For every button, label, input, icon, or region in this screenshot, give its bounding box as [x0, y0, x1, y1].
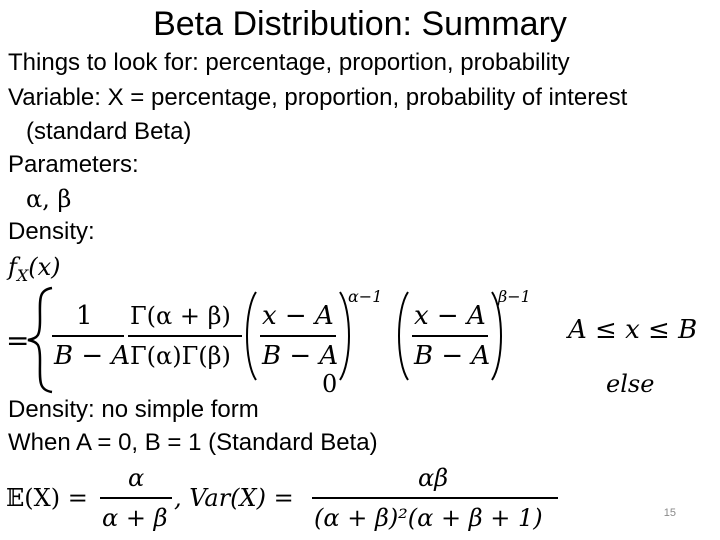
support-condition: A ≤ x ≤ B: [568, 315, 698, 345]
equals-sign: =: [6, 324, 30, 357]
standard-case-line: When A = 0, B = 1 (Standard Beta): [8, 429, 378, 456]
variance-lhs: , Var(X) =: [174, 484, 294, 512]
one-numerator: 1: [76, 301, 93, 331]
else-label: else: [606, 370, 655, 398]
expectation-lhs: 𝔼(X) =: [6, 484, 88, 512]
b-minus-a-den: B − A: [414, 341, 491, 371]
page-number: 15: [663, 507, 676, 519]
variance-denominator: (α + β)²(α + β + 1): [314, 504, 543, 532]
exponent-alpha: α−1: [348, 287, 383, 306]
paren-left: [247, 292, 256, 380]
piecewise-brace: [28, 288, 52, 392]
variance-numerator: αβ: [418, 464, 449, 492]
things-line: Things to look for: percentage, proportion, probability: [8, 49, 570, 76]
density-formula: [0, 280, 720, 400]
expectation-denominator: α + β: [102, 504, 168, 532]
standard-beta-note: (standard Beta): [26, 118, 192, 145]
density-lhs: $f_X(x)$: [8, 253, 61, 285]
gamma-numerator: Γ(α + β): [130, 302, 231, 330]
expectation-numerator: α: [128, 464, 145, 492]
moments-formula: [0, 460, 720, 538]
no-simple-form-line: Density: no simple form: [8, 396, 259, 423]
b-minus-a-den: B − A: [262, 341, 339, 371]
x-minus-a-num: x − A: [414, 301, 486, 331]
density-heading: Density:: [8, 218, 95, 245]
x-minus-a-num: x − A: [262, 301, 334, 331]
variable-line: Variable: X = percentage, proportion, probability of interest: [8, 84, 628, 111]
gamma-denominator: Γ(α)Γ(β): [130, 342, 231, 370]
b-minus-a-den: B − A: [54, 341, 131, 371]
exponent-beta: β−1: [498, 287, 531, 306]
slide-title: Beta Distribution: Summary: [153, 5, 567, 43]
zero-value: 0: [322, 370, 338, 398]
parameter-symbols: α, β: [26, 185, 72, 213]
paren-left: [399, 292, 408, 380]
parameters-heading: Parameters:: [8, 151, 139, 178]
